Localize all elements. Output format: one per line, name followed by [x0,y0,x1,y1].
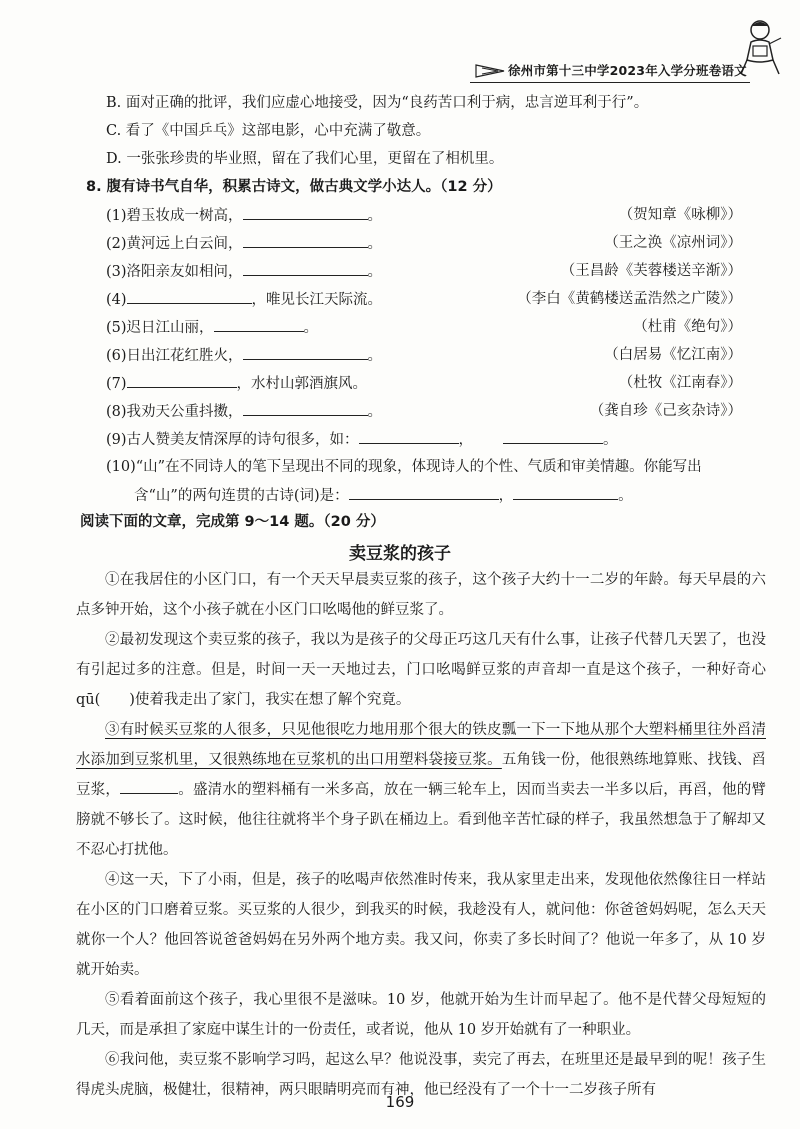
poem-source: （王昌龄《芙蓉楼送辛渐》） [560,263,742,279]
answer-blank[interactable] [513,485,618,500]
poem-source: （龚自珍《己亥杂诗》） [589,403,742,419]
arrow-decoration-icon [474,63,508,79]
answer-blank[interactable] [127,289,252,304]
poem-item: (2)黄河远上白云间， 。 [106,233,382,254]
poem-item: (7) ，水村山郭酒旗风。 [106,373,367,394]
poem-source: （白居易《忆江南》） [604,347,742,363]
answer-blank[interactable] [359,429,459,444]
answer-blank[interactable] [243,233,368,248]
poem-item: (6)日出江花红胜火， 。 [106,345,382,366]
answer-blank[interactable] [503,429,603,444]
poem-item: (4) ，唯见长江天际流。 [106,289,382,310]
answer-blank[interactable] [243,205,368,220]
underlined-sentence: ③有时候买豆浆的人很多，只见他很吃力地用那个很大的铁皮瓢一下一下地从那个大塑料桶里往外舀清水添加到豆浆机里，又很熟练地在豆浆机的出口用塑料袋接豆浆。 [76,722,766,768]
poem-source: （杜牧《江南春》） [618,375,742,391]
reading-instruction: 阅读下面的文章，完成第 9～14 题。（20 分） [80,514,385,530]
paragraph-3: ③有时候买豆浆的人很多，只见他很吃力地用那个很大的铁皮瓢一下一下地从那个大塑料桶里往外舀清水添加到豆浆机里，又很熟练地在豆浆机的出口用塑料袋接豆浆。五角钱一份，他很熟练地算账、找钱、舀豆浆， 。盛清水的塑料桶有一米多高，放在一辆三轮车上，因而当卖去一半多以后，再舀，他的臂膀就不够长了。这时候，他往往就将半个身子趴在桶边上。看到他辛苦忙碌的样子，我虽然想急于了解却又不忍心打扰他。 [76,722,766,858]
answer-blank[interactable] [127,373,237,388]
poem-item: (3)洛阳亲友如相问， 。 [106,261,382,282]
poem-item: (1)碧玉妆成一树高， 。 [106,205,382,226]
answer-blank[interactable] [214,317,304,332]
paragraph-2: ②最初发现这个卖豆浆的孩子，我以为是孩子的父母正巧这几天有什么事，让孩子代替几天罢了，也没有引起过多的注意。但是，时间一天一天地过去，门口吆喝鲜豆浆的声音却一直是这个孩子，一种好奇心 qū( )使着我走出了家门，我实在想了解个究竟。 [76,632,766,708]
poem-source: （王之涣《凉州词》） [604,235,742,251]
answer-blank[interactable] [243,345,368,360]
poem-source: （李白《黄鹤楼送孟浩然之广陵》） [517,291,742,307]
poem-item-9: (9)古人赞美友情深厚的诗句很多，如： ， 。 [106,429,618,450]
poem-item: (8)我劝天公重抖擞， 。 [106,401,382,422]
answer-blank[interactable] [243,261,368,276]
page-number: 169 [385,1093,415,1111]
article-title: 卖豆浆的孩子 [349,544,451,564]
paragraph-5: ⑤看着面前这个孩子，我心里很不是滋味。10 岁，他就开始为生计而早起了。他不是代替父母短短的几天，而是承担了家庭中谋生计的一份责任，或者说，他从 10 岁开始就有了一种职业。 [76,992,766,1038]
poem-item: (5)迟日江山丽， 。 [106,317,318,338]
option-d: D. 一张张珍贵的毕业照，留在了我们心里，更留在了相机里。 [106,151,504,167]
question-8-heading: 8. 腹有诗书气自华，积累古诗文，做古典文学小达人。（12 分） [86,179,502,195]
poem-source: （杜甫《绝句》） [633,319,742,335]
paragraph-6: ⑥我问他，卖豆浆不影响学习吗，起这么早？他说没事，卖完了再去，在班里还是最早到的呢！孩子生得虎头虎脑，极健壮，很精神，两只眼睛明亮而有神，他已经没有了一个十一二岁孩子所有 [76,1052,766,1098]
option-b: B. 面对正确的批评，我们应虚心地接受，因为“良药苦口利于病，忠言逆耳利于行”。 [106,95,649,111]
option-c: C. 看了《中国乒乓》这部电影，心中充满了敬意。 [106,123,431,139]
answer-blank[interactable] [120,779,178,794]
poem-source: （贺知章《咏柳》） [618,207,742,223]
paragraph-4: ④这一天，下了小雨，但是，孩子的吆喝声依然准时传来，我从家里走出来，发现他依然像往日一样站在小区的门口磨着豆浆。买豆浆的人很少，到我买的时候，我趁没有人，就问他：你爸爸妈妈呢，怎么天天就你一个人？他回答说爸爸妈妈在另外两个地方卖。我又问，你卖了多长时间了？他说一年多了，从 10 岁就开始卖。 [76,872,766,978]
article-body [76,565,766,1105]
poem-item-10-answer: 含“山”的两句连贯的古诗(词)是： ， 。 [134,485,633,506]
paragraph-1: ①在我居住的小区门口，有一个天天早晨卖豆浆的孩子，这个孩子大约十一二岁的年龄。每天早晨的六点多钟开始，这个小孩子就在小区门口吆喝他的鲜豆浆了。 [76,572,766,618]
answer-blank[interactable] [349,485,499,500]
answer-blank[interactable] [243,401,368,416]
poem-item-10: (10)“山”在不同诗人的笔下呈现出不同的现象，体现诗人的个性、气质和审美情趣。你能写出 [106,459,702,475]
header-title: 徐州市第十三中学2023年入学分班卷语文 [508,63,747,78]
